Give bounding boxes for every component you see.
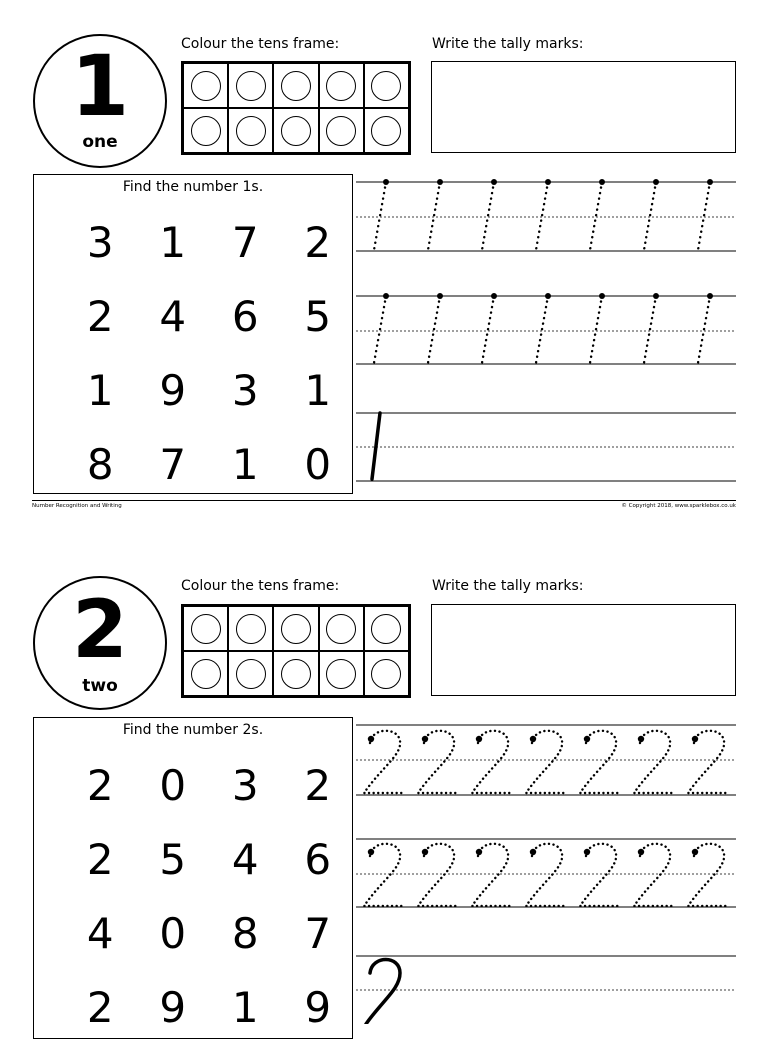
tens-frame-cell[interactable] (319, 108, 364, 153)
grid-number[interactable]: 7 (304, 908, 332, 958)
tens-frame[interactable] (181, 61, 411, 155)
grid-number[interactable]: 0 (304, 439, 332, 489)
grid-number[interactable]: 2 (86, 834, 114, 884)
tracing-rows[interactable] (356, 174, 736, 494)
grid-number[interactable]: 2 (86, 982, 114, 1032)
circle-icon (191, 71, 221, 101)
grid-number[interactable]: 2 (304, 217, 332, 267)
tens-frame[interactable] (181, 604, 411, 698)
tens-frame-cell[interactable] (228, 108, 273, 153)
grid-number[interactable]: 2 (86, 760, 114, 810)
number-grid (64, 205, 353, 494)
circle-icon (191, 659, 221, 689)
tens-frame-cell[interactable] (228, 651, 273, 696)
tally-label: Write the tally marks: (432, 578, 584, 594)
circle-icon (236, 659, 266, 689)
circle-icon (371, 614, 401, 644)
tens-frame-cell[interactable] (183, 651, 228, 696)
tens-frame-cell[interactable] (319, 651, 364, 696)
grid-number[interactable]: 1 (304, 365, 332, 415)
grid-number[interactable]: 0 (159, 908, 187, 958)
grid-number[interactable]: 9 (159, 365, 187, 415)
grid-number[interactable]: 4 (231, 834, 259, 884)
circle-icon (326, 71, 356, 101)
tracing-rows[interactable] (356, 717, 736, 1024)
circle-icon (236, 614, 266, 644)
grid-number[interactable]: 5 (159, 834, 187, 884)
tens-frame-cell[interactable] (364, 108, 409, 153)
grid-number[interactable]: 5 (304, 291, 332, 341)
grid-number[interactable]: 1 (231, 439, 259, 489)
grid-number[interactable]: 4 (86, 908, 114, 958)
circle-icon (191, 116, 221, 146)
tens-frame-cell[interactable] (228, 63, 273, 108)
circle-icon (236, 71, 266, 101)
grid-number[interactable]: 1 (231, 982, 259, 1032)
find-number-box (33, 717, 353, 1039)
footer-title: Number Recognition and Writing (32, 503, 122, 509)
grid-number[interactable]: 3 (231, 365, 259, 415)
find-number-box (33, 174, 353, 494)
grid-number[interactable]: 8 (231, 908, 259, 958)
circle-icon (371, 71, 401, 101)
number-circle (33, 34, 167, 168)
grid-number[interactable]: 3 (86, 217, 114, 267)
tens-frame-label: Colour the tens frame: (181, 578, 340, 594)
find-number-title: Find the number 2s. (122, 722, 264, 738)
circle-icon (326, 659, 356, 689)
number-word: one (82, 132, 118, 152)
circle-icon (191, 614, 221, 644)
grid-number[interactable]: 9 (159, 982, 187, 1032)
circle-icon (326, 116, 356, 146)
number-circle (33, 576, 167, 710)
circle-icon (236, 116, 266, 146)
grid-number[interactable]: 9 (304, 982, 332, 1032)
big-digit: 2 (72, 583, 128, 676)
tally-box[interactable] (431, 604, 736, 696)
circle-icon (371, 659, 401, 689)
circle-icon (281, 659, 311, 689)
circle-icon (281, 614, 311, 644)
circle-icon (281, 71, 311, 101)
tens-frame-cell[interactable] (364, 651, 409, 696)
tens-frame-cell[interactable] (273, 651, 318, 696)
number-grid (64, 748, 353, 1039)
circle-icon (371, 116, 401, 146)
tens-frame-cell[interactable] (228, 606, 273, 651)
circle-icon (326, 614, 356, 644)
grid-number[interactable]: 1 (159, 217, 187, 267)
grid-number[interactable]: 0 (159, 760, 187, 810)
tally-label: Write the tally marks: (432, 36, 584, 52)
tens-frame-cell[interactable] (319, 606, 364, 651)
grid-number[interactable]: 2 (304, 760, 332, 810)
tens-frame-cell[interactable] (183, 606, 228, 651)
tens-frame-cell[interactable] (364, 606, 409, 651)
tally-box[interactable] (431, 61, 736, 153)
tens-frame-cell[interactable] (183, 63, 228, 108)
circle-icon (281, 116, 311, 146)
tens-frame-label: Colour the tens frame: (181, 36, 340, 52)
grid-number[interactable]: 7 (231, 217, 259, 267)
tens-frame-cell[interactable] (273, 606, 318, 651)
find-number-title: Find the number 1s. (122, 179, 264, 195)
tens-frame-cell[interactable] (273, 108, 318, 153)
number-word: two (82, 676, 118, 696)
tens-frame-cell[interactable] (319, 63, 364, 108)
grid-number[interactable]: 1 (86, 365, 114, 415)
grid-number[interactable]: 3 (231, 760, 259, 810)
grid-number[interactable]: 2 (86, 291, 114, 341)
grid-number[interactable]: 6 (231, 291, 259, 341)
footer-copyright: © Copyright 2018, www.sparklebox.co.uk (621, 503, 736, 509)
grid-number[interactable]: 4 (159, 291, 187, 341)
grid-number[interactable]: 6 (304, 834, 332, 884)
grid-number[interactable]: 7 (159, 439, 187, 489)
tens-frame-cell[interactable] (273, 63, 318, 108)
tens-frame-cell[interactable] (183, 108, 228, 153)
grid-number[interactable]: 8 (86, 439, 114, 489)
page-footer (32, 500, 736, 511)
big-digit: 1 (70, 37, 130, 135)
tens-frame-cell[interactable] (364, 63, 409, 108)
